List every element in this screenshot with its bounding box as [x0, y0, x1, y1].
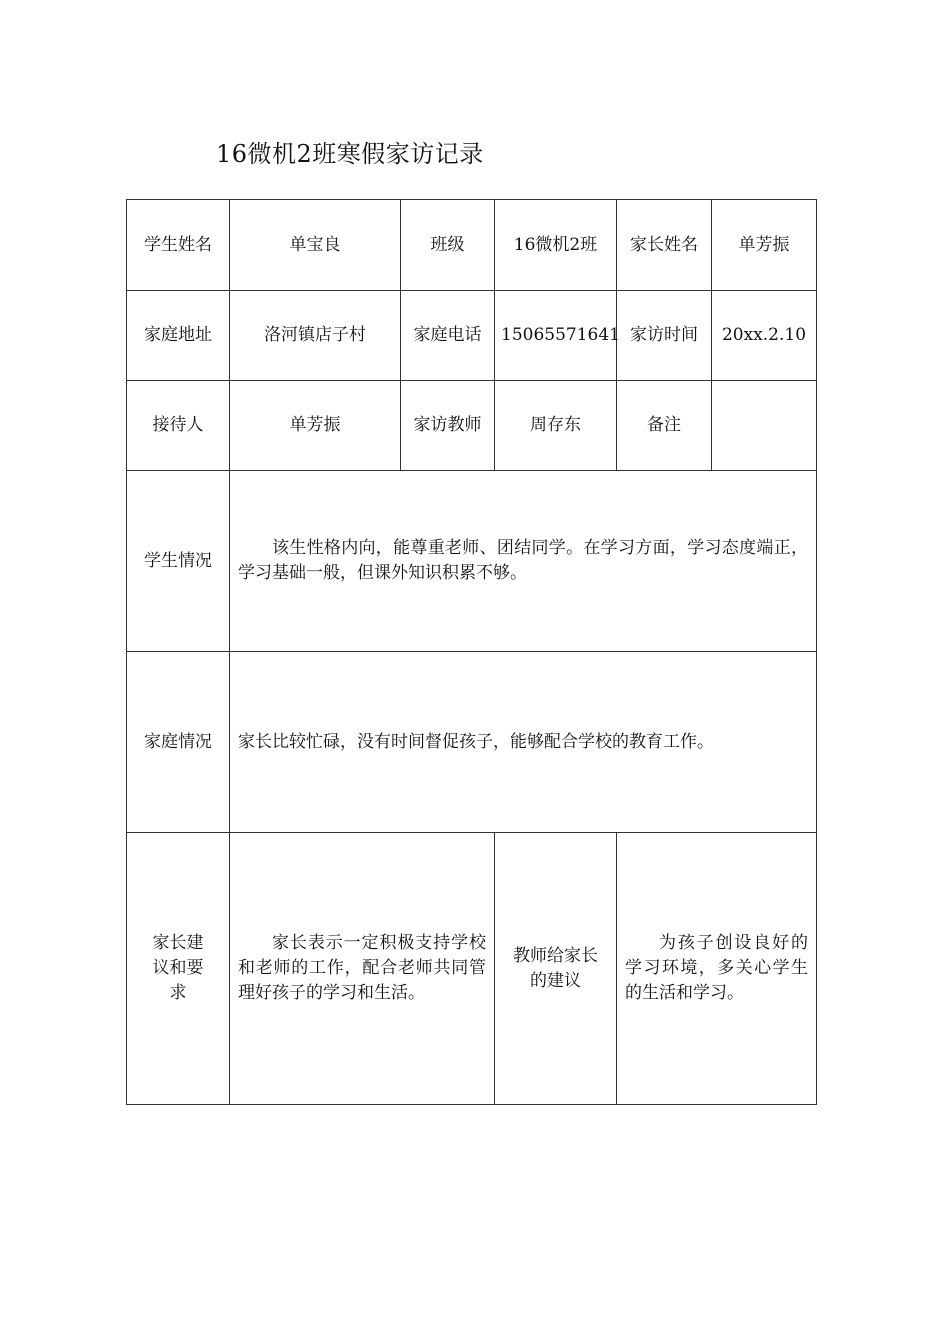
page-title: 16微机2班寒假家访记录: [216, 140, 484, 168]
address-value: 洛河镇店子村: [230, 291, 401, 381]
student-situation-text: 该生性格内向，能尊重老师、团结同学。在学习方面，学习态度端正，学习基础一般，但课外知识积累不够。: [230, 471, 817, 652]
receiver-value: 单芳振: [230, 381, 401, 471]
student-situation-label: 学生情况: [127, 471, 230, 652]
parent-name-value: 单芳振: [712, 200, 817, 291]
table-row: [127, 381, 817, 471]
table-row: [127, 833, 817, 1105]
student-name-label: 学生姓名: [127, 200, 230, 291]
table-row: [127, 200, 817, 291]
visit-time-value: 20xx.2.10: [712, 291, 817, 381]
teacher-suggestion-text: 为孩子创设良好的学习环境，多关心学生的生活和学习。: [617, 833, 817, 1105]
notes-label: 备注: [617, 381, 712, 471]
family-situation-label: 家庭情况: [127, 652, 230, 833]
visit-time-label: 家访时间: [617, 291, 712, 381]
parent-name-label: 家长姓名: [617, 200, 712, 291]
parent-suggestion-label: 家长建议和要求: [127, 833, 230, 1105]
student-name-value: 单宝良: [230, 200, 401, 291]
table-row: [127, 291, 817, 381]
teacher-label: 家访教师: [401, 381, 495, 471]
class-value: 16微机2班: [495, 200, 617, 291]
family-situation-text: 家长比较忙碌，没有时间督促孩子，能够配合学校的教育工作。: [230, 652, 817, 833]
home-visit-table: [126, 199, 817, 1105]
teacher-suggestion-label: 教师给家长的建议: [495, 833, 617, 1105]
notes-value: [712, 381, 817, 471]
table-row: [127, 471, 817, 652]
phone-label: 家庭电话: [401, 291, 495, 381]
class-label: 班级: [401, 200, 495, 291]
phone-value: 15065571641: [495, 291, 617, 381]
address-label: 家庭地址: [127, 291, 230, 381]
table-row: [127, 652, 817, 833]
receiver-label: 接待人: [127, 381, 230, 471]
teacher-value: 周存东: [495, 381, 617, 471]
parent-suggestion-text: 家长表示一定积极支持学校和老师的工作，配合老师共同管理好孩子的学习和生活。: [230, 833, 495, 1105]
